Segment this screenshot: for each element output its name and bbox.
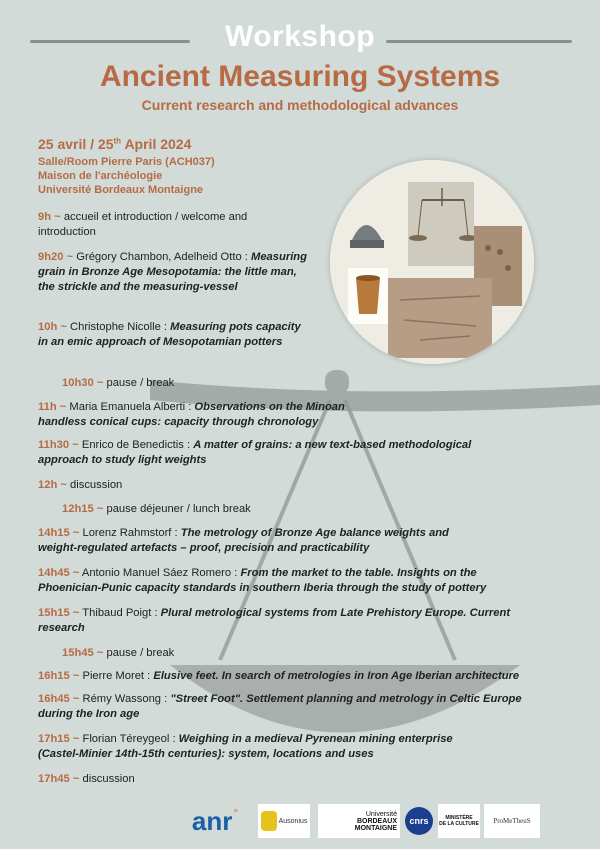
program-item: 16h15 ~ Pierre Moret : Elusive feet. In search of metrologies in Iron Age Iberian architecture — [38, 670, 520, 682]
poster-subtitle: Current research and methodological advances — [141, 97, 459, 113]
collage-image — [330, 160, 534, 364]
program-item: 11h ~ Maria Emanuela Alberti : Observations on the Minoan handless conical cups: capacity through chronology — [38, 401, 345, 428]
cnrs-logo: cnrs — [404, 804, 434, 838]
universite-bordeaux-montaigne-logo: Université BORDEAUX MONTAIGNE — [318, 804, 400, 838]
artifact-photo-collage — [330, 160, 534, 364]
program-item-break: 12h15 ~ pause déjeuner / lunch break — [62, 503, 251, 515]
anr-logo: anr ° — [191, 805, 239, 836]
event-building: Maison de l'archéologie — [38, 170, 163, 182]
event-room: Salle/Room Pierre Paris (ACH037) — [38, 156, 215, 168]
program-item: 15h15 ~ Thibaud Poigt : Plural metrological systems from Late Prehistory Europe. Current research — [38, 607, 511, 634]
program-item: 14h45 ~ Antonio Manuel Sáez Romero : From the market to the table. Insights on the Phoenician-Punic capacity standards in southern Iberia through the study of pottery — [38, 567, 487, 594]
program-item: 16h45 ~ Rémy Wassong : "Street Foot". Settlement planning and metrology in Celtic Europe during the Iron age — [38, 693, 522, 720]
event-date: 25 avril / 25th April 2024 — [38, 136, 192, 152]
partner-logos — [180, 804, 580, 840]
program-item: 17h15 ~ Florian Téreygeol : Weighing in a medieval Pyrenean mining enterprise (Castel-Minier 14th-15th centuries): system, locations and uses — [38, 733, 453, 760]
program-item-break: 15h45 ~ pause / break — [62, 647, 175, 659]
program-item-break: 10h30 ~ pause / break — [62, 377, 175, 389]
workshop-kicker: Workshop — [224, 20, 376, 53]
program-item: 14h15 ~ Lorenz Rahmstorf : The metrology of Bronze Age balance weights and weight-regulated artefacts – proof, precision and practicability — [38, 527, 449, 554]
program-item: 11h30 ~ Enrico de Benedictis : A matter of grains: a new text-based methodological approach to study light weights — [38, 439, 472, 466]
event-info — [38, 136, 215, 197]
event-university: Université Bordeaux Montaigne — [38, 184, 204, 196]
program-item: 9h ~ accueil et introduction / welcome and introduction — [38, 211, 248, 238]
ministere-culture-logo: MINISTÈRE DE LA CULTURE — [438, 804, 480, 838]
ausonius-logo: Ausonius — [258, 804, 310, 838]
program-item: 10h ~ Christophe Nicolle : Measuring pots capacity in an emic approach of Mesopotamian potters — [38, 321, 301, 348]
program-item: 9h20 ~ Grégory Chambon, Adelheid Otto : Measuring grain in Bronze Age Mesopotamia: the little man, the strickle and the measuring-vessel — [38, 251, 307, 293]
prometheus-logo: ProMeTheuS — [484, 804, 540, 838]
program-item: 12h ~ discussion — [38, 479, 123, 491]
poster-title: Ancient Measuring Systems — [99, 60, 501, 93]
program-item: 17h45 ~ discussion — [38, 773, 135, 785]
